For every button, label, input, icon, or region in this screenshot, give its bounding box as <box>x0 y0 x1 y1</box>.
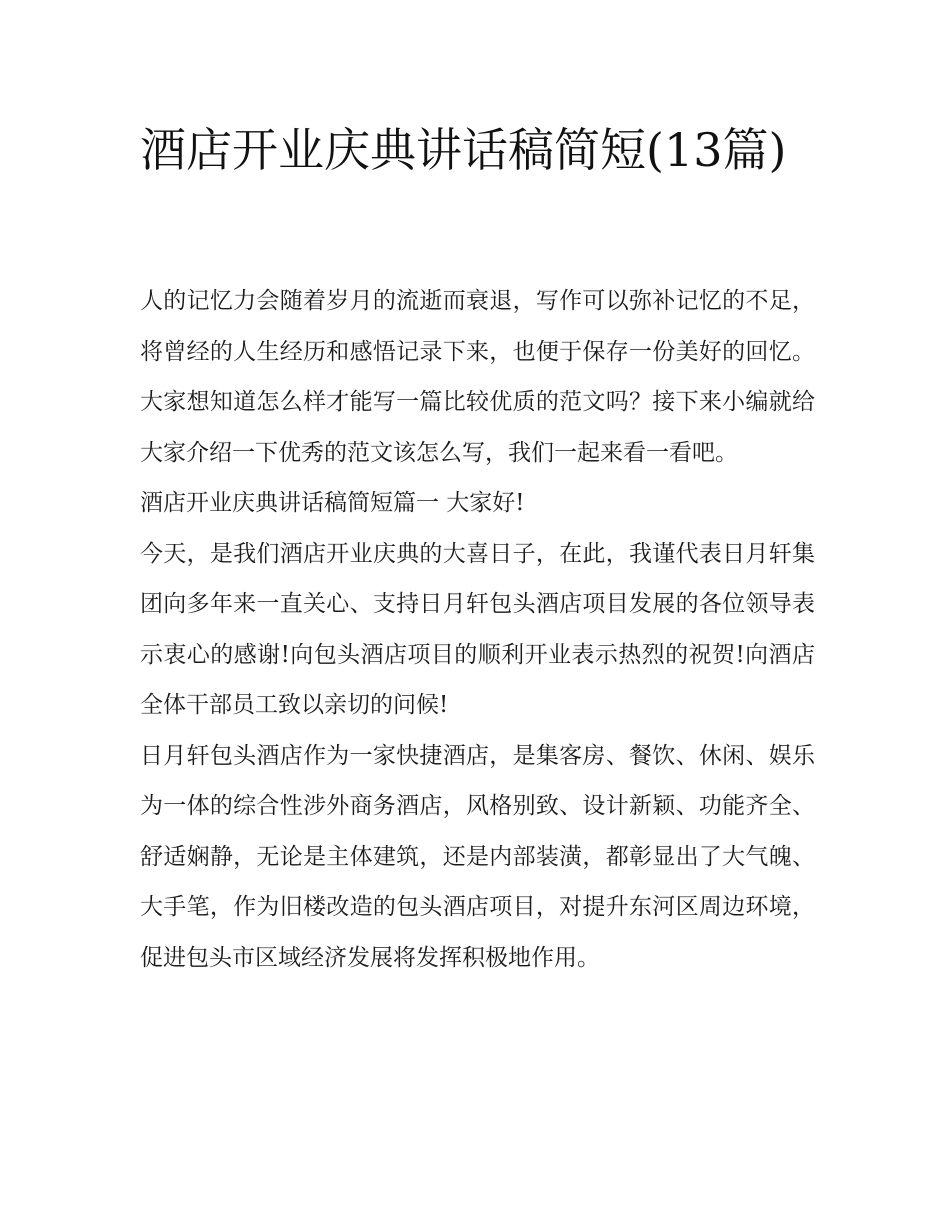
section-heading-paragraph: 酒店开业庆典讲话稿简短篇一 大家好! <box>140 490 525 516</box>
document-title: 酒店开业庆典讲话稿简短(13篇) <box>140 123 787 177</box>
intro-paragraph: 人的记忆力会随着岁月的流逝而衰退，写作可以弥补记忆的不足，将曾经的人生经历和感悟记录下来，也便于保存一份美好的回忆。大家想知道怎么样才能写一篇比较优质的范文吗？接下来小编就给大家介绍一下优秀的范文该怎么写，我们一起来看一看吧。 <box>140 288 815 466</box>
opening-paragraph: 今天，是我们酒店开业庆典的大喜日子，在此，我谨代表日月轩集团向多年来一直关心、支持日月轩包头酒店项目发展的各位领导表示衷心的感谢!向包头酒店项目的顺利开业表示热烈的祝贺!向酒店全体干部员工致以亲切的问候! <box>140 540 815 718</box>
document-body <box>140 276 815 983</box>
hotel-description-paragraph: 日月轩包头酒店作为一家快捷酒店，是集客房、餐饮、休闲、娱乐为一体的综合性涉外商务酒店，风格别致、设计新颖、功能齐全、舒适娴静，无论是主体建筑，还是内部装潢，都彰显出了大气魄、大手笔，作为旧楼改造的包头酒店项目，对提升东河区周边环境，促进包头市区域经济发展将发挥积极地作用。 <box>140 742 815 971</box>
